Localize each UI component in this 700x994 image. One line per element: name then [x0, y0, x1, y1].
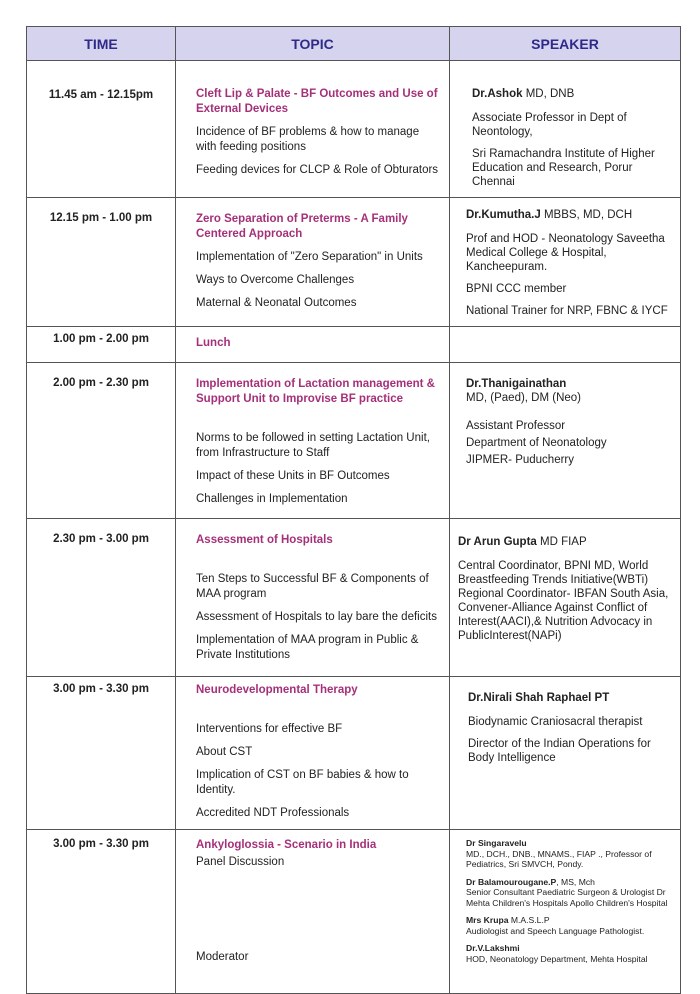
table-row [27, 198, 681, 327]
schedule [26, 26, 680, 994]
panelist [466, 943, 674, 964]
panelist-name: Dr Singaravelu [466, 838, 527, 848]
header-speaker: SPEAKER [450, 27, 681, 61]
topic-point: Impact of these Units in BF Outcomes [196, 470, 390, 482]
panelist-details: MD., DCH., DNB., MNAMS., FIAP ., Professor of Pediatrics, Sri SMVCH, Pondy. [466, 848, 652, 869]
speaker-quals: MD, (Paed), DM (Neo) [466, 392, 582, 404]
speaker-quals: MD, DNB [522, 88, 575, 100]
panelist-details: Audiologist and Speech Language Pathologist. [466, 925, 645, 936]
row-topic [176, 327, 450, 363]
row-topic [176, 830, 450, 994]
topic-point: Ten Steps to Successful BF & Components of MAA program [196, 573, 429, 600]
row-time: 1.00 pm - 2.00 pm [27, 327, 176, 363]
topic-title: Cleft Lip & Palate - BF Outcomes and Use of External Devices [196, 88, 438, 115]
speaker-quals: MBBS, MD, DCH [540, 209, 633, 221]
topic-point: Panel Discussion [196, 856, 285, 868]
row-time: 2.30 pm - 3.00 pm [27, 519, 176, 677]
topic-point: Implication of CST on BF babies & how to Identity. [196, 769, 409, 796]
topic-title: Zero Separation of Preterms - A Family Centered Approach [196, 213, 408, 240]
speaker-name: Dr.Nirali Shah Raphael PT [468, 692, 610, 704]
speaker-line: Assistant Professor [466, 420, 566, 432]
row-speaker [450, 198, 681, 327]
speaker-heading [466, 208, 674, 222]
topic-title: Implementation of Lactation management & Support Unit to Improvise BF practice [196, 378, 435, 405]
header-topic: TOPIC [176, 27, 450, 61]
topic-title: Assessment of Hospitals [196, 534, 333, 546]
row-topic [176, 198, 450, 327]
topic-title: Ankyloglossia - Scenario in India [196, 839, 377, 851]
row-time: 2.00 pm - 2.30 pm [27, 363, 176, 519]
row-time: 3.00 pm - 3.30 pm [27, 830, 176, 994]
speaker-line: JIPMER- Puducherry [466, 454, 575, 466]
row-time: 12.15 pm - 1.00 pm [27, 198, 176, 327]
row-speaker [450, 61, 681, 198]
speaker-line: BPNI CCC member [466, 283, 567, 295]
speaker-name: Dr Arun Gupta [458, 536, 537, 548]
header-row [27, 27, 681, 61]
speaker-line: Associate Professor in Dept of Neontology, [472, 112, 627, 138]
panelist-quals: M.A.S.L.P [508, 915, 550, 925]
panelist-name: Dr.V.Lakshmi [466, 943, 520, 953]
topic-point: Moderator [196, 951, 249, 963]
table-row [27, 677, 681, 830]
panelist [466, 915, 674, 936]
panelist-details: Senior Consultant Paediatric Surgeon & Urologist Dr Mehta Children's Hospitals Apollo Children's Hospital [466, 887, 668, 908]
topic-point: Feeding devices for CLCP & Role of Obturators [196, 164, 439, 176]
speaker-line: Sri Ramachandra Institute of Higher Education and Research, Porur Chennai [472, 148, 655, 188]
row-topic [176, 519, 450, 677]
table-row [27, 519, 681, 677]
speaker-line: National Trainer for NRP, FBNC & IYCF [466, 305, 668, 317]
topic-point: Interventions for effective BF [196, 723, 343, 735]
speaker-line: Central Coordinator, BPNI MD, World Breastfeeding Trends Initiative(WBTi) Regional Coordinator- IBFAN South Asia, Convener-Alliance Against Conflict of Interest(AACI),& Nutrition Advocacy in PublicInterest(NAPi) [458, 560, 669, 642]
topic-point: Challenges in Implementation [196, 493, 348, 505]
table-row [27, 61, 681, 198]
speaker-name: Dr.Ashok [472, 88, 523, 100]
topic-title: Neurodevelopmental Therapy [196, 684, 358, 696]
topic-point: Ways to Overcome Challenges [196, 274, 355, 286]
speaker-line: Prof and HOD - Neonatology Saveetha Medical College & Hospital, Kancheepuram. [466, 233, 665, 273]
panelist-name: Mrs Krupa [466, 915, 509, 925]
panelist-details: HOD, Neonatology Department, Mehta Hospital [466, 953, 648, 964]
schedule-table [26, 26, 681, 994]
row-speaker [450, 519, 681, 677]
topic-point: Incidence of BF problems & how to manage with feeding positions [196, 126, 420, 153]
topic-title: Lunch [196, 337, 231, 349]
speaker-quals: MD FIAP [536, 536, 587, 548]
row-time: 3.00 pm - 3.30 pm [27, 677, 176, 830]
topic-point: Assessment of Hospitals to lay bare the deficits [196, 611, 437, 623]
speaker-line: Biodynamic Craniosacral therapist [468, 716, 643, 728]
speaker-line: Director of the Indian Operations for Body Intelligence [468, 738, 651, 764]
topic-point: Norms to be followed in setting Lactation Unit, from Infrastructure to Staff [196, 432, 430, 459]
topic-point: Accredited NDT Professionals [196, 807, 350, 819]
speaker-heading [468, 691, 674, 705]
panelist-quals: , MS, Mch [556, 876, 595, 887]
table-row [27, 363, 681, 519]
row-topic [176, 677, 450, 830]
topic-point: Maternal & Neonatal Outcomes [196, 297, 357, 309]
row-speaker [450, 677, 681, 830]
speaker-line: Department of Neonatology [466, 437, 607, 449]
speaker-heading [458, 535, 674, 549]
panelist [466, 838, 674, 870]
speaker-name: Dr.Kumutha.J [466, 209, 541, 221]
row-time: 11.45 am - 12.15pm [27, 61, 176, 198]
speaker-name: Dr.Thanigainathan [466, 378, 567, 390]
panelist [466, 877, 674, 909]
topic-point: Implementation of MAA program in Public & Private Institutions [196, 634, 419, 661]
table-row [27, 327, 681, 363]
panelist-name: Dr Balamourougane.P [466, 876, 557, 887]
speaker-heading [472, 87, 674, 101]
table-row [27, 830, 681, 994]
row-speaker-empty [450, 327, 681, 363]
topic-point: Implementation of "Zero Separation" in Units [196, 251, 423, 263]
row-speaker [450, 363, 681, 519]
row-speaker [450, 830, 681, 994]
row-topic [176, 363, 450, 519]
topic-point: About CST [196, 746, 253, 758]
header-time: TIME [27, 27, 176, 61]
row-topic [176, 61, 450, 198]
